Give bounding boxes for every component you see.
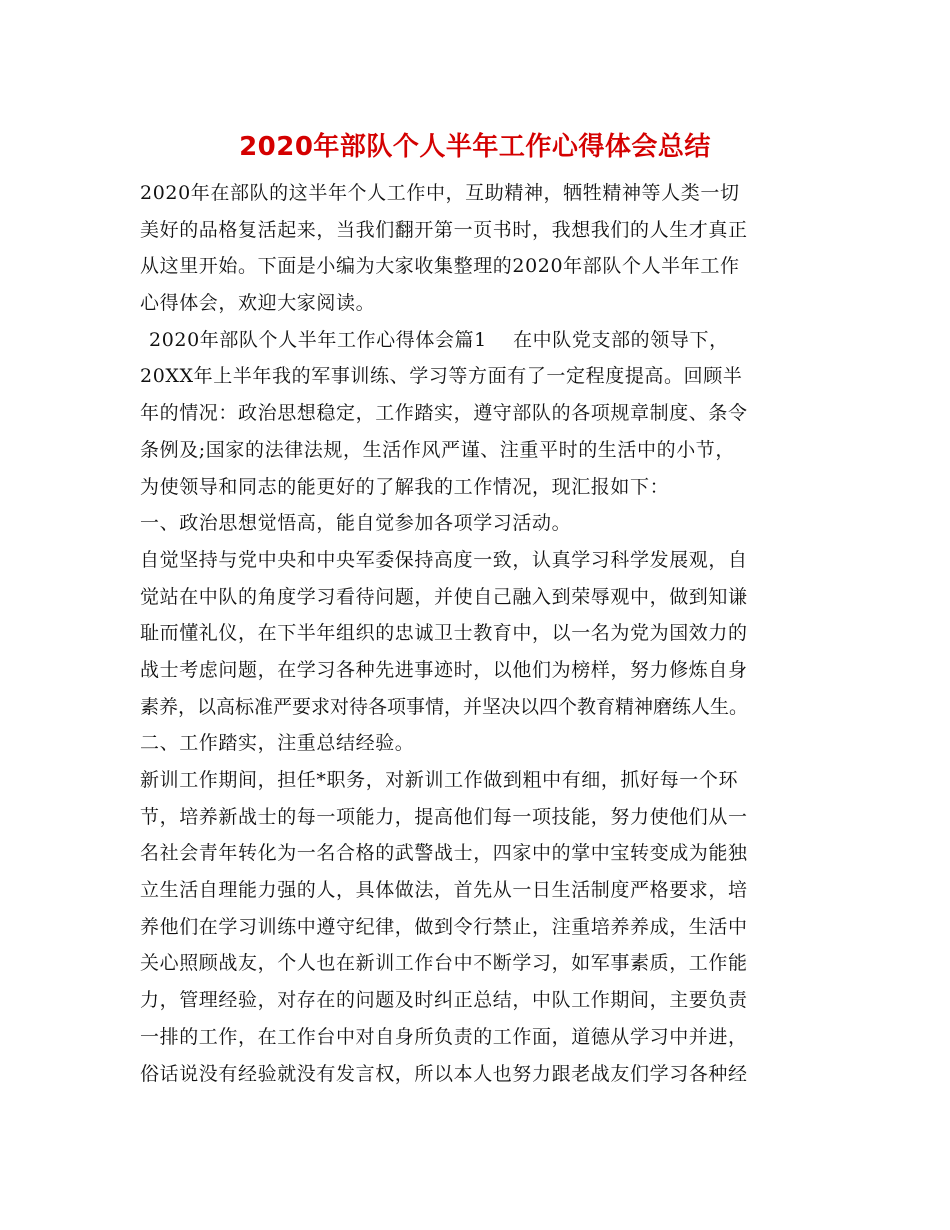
text-line: 2020年部队个人半年工作心得体会篇1 在中队党支部的领导下， [149,328,729,351]
text-line: 心得体会，欢迎大家阅读。 [140,292,376,315]
text-line: 立生活自理能力强的人，具体做法，首先从一日生活制度严格要求，培 [140,879,748,902]
text-line: 俗话说没有经验就没有发言权，所以本人也努力跟老战友们学习各种经 [140,1062,748,1085]
text-line: 一排的工作，在工作台中对自身所负责的工作面，道德从学习中并进， [140,1025,748,1048]
text-line: 名社会青年转化为一名合格的武警战士，四家中的掌中宝转变成为能独 [140,842,748,865]
text-line: 关心照顾战友，个人也在新训工作台中不断学习，如军事素质，工作能 [140,952,748,975]
text-line: 素养，以高标准严要求对待各项事情，并坚决以四个教育精神磨练人生。 [140,695,749,718]
text-line: 自觉坚持与党中央和中央军委保持高度一致，认真学习科学发展观，自 [140,548,748,571]
text-line: 条例及;国家的法律法规，生活作风严谨、注重平时的生活中的小节， [140,438,736,461]
text-line: 觉站在中队的角度学习看待问题，并使自己融入到荣辱观中，做到知谦 [140,585,748,608]
section-heading: 二、工作踏实，注重总结经验。 [140,732,415,755]
text-line: 从这里开始。下面是小编为大家收集整理的2020年部队个人半年工作 [140,255,740,278]
document-body [140,175,830,1092]
text-line: 节，培养新战士的每一项能力，提高他们每一项技能，努力使他们从一 [140,805,748,828]
text-line: 新训工作期间，担任*职务，对新训工作做到粗中有细，抓好每一个环 [140,769,739,791]
text-line: 养他们在学习训练中遵守纪律，做到令行禁止，注重培养养成，生活中 [140,915,748,938]
text-line: 年的情况：政治思想稳定，工作踏实，遵守部队的各项规章制度、条令 [140,402,748,425]
text-line: 20XX年上半年我的军事训练、学习等方面有了一定程度提高。回顾半 [140,365,743,388]
text-line: 耻而懂礼仪，在下半年组织的忠诚卫士教育中，以一名为党为国效力的 [140,622,748,645]
section-heading: 一、政治思想觉悟高，能自觉参加各项学习活动。 [140,512,572,535]
text-line: 2020年在部队的这半年个人工作中，互助精神，牺牲精神等人类一切 [140,182,740,204]
text-line: 力，管理经验，对存在的问题及时纠正总结，中队工作期间，主要负责 [140,989,748,1012]
text-line: 美好的品格复活起来，当我们翻开第一页书时，我想我们的人生才真正 [140,218,748,241]
document-title: 2020年部队个人半年工作心得体会总结 [239,132,711,162]
text-line: 战士考虑问题，在学习各种先进事迹时，以他们为榜样，努力修炼自身 [140,658,748,681]
text-line: 为使领导和同志的能更好的了解我的工作情况，现汇报如下： [140,475,670,498]
